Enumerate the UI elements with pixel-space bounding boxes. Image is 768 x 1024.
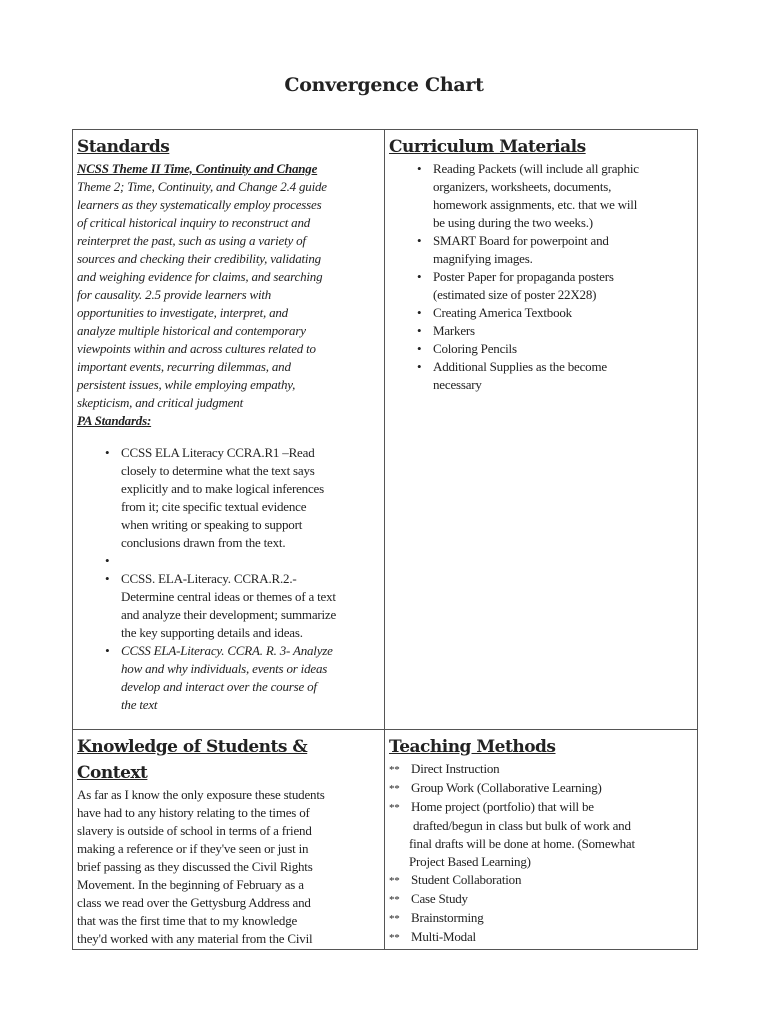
text-line: Markers bbox=[433, 323, 475, 338]
text-line: organizers, worksheets, documents, bbox=[433, 179, 612, 194]
text-line: opportunities to investigate, interpret, and bbox=[77, 305, 288, 320]
list-item-line bbox=[389, 890, 693, 909]
pa-standards-list bbox=[77, 444, 380, 714]
ncss-title: NCSS Theme II Time, Continuity and Change bbox=[77, 161, 318, 176]
list-item-line bbox=[389, 835, 693, 853]
standards-cell bbox=[77, 134, 380, 714]
bullet-icon: • bbox=[105, 643, 110, 658]
knowledge-heading-line-1: Knowledge of Students & bbox=[77, 737, 308, 757]
text-line: necessary bbox=[433, 377, 482, 392]
text-line: Student Collaboration bbox=[411, 872, 522, 887]
bullet-icon: • bbox=[105, 553, 110, 568]
document-title: Convergence Chart bbox=[284, 74, 484, 96]
text-line: magnifying images. bbox=[433, 251, 533, 266]
text-line: sources and checking their credibility, validating bbox=[77, 251, 321, 266]
text-line: important events, recurring dilemmas, and bbox=[77, 359, 291, 374]
asterisk-marker: ** bbox=[389, 932, 400, 944]
text-line: Direct Instruction bbox=[411, 761, 500, 776]
bullet-icon: • bbox=[417, 305, 422, 320]
curriculum-heading: Curriculum Materials bbox=[389, 137, 586, 157]
text-line: have had to any history relating to the times of bbox=[77, 805, 310, 820]
text-line: of critical historical inquiry to reconstruct and bbox=[77, 215, 311, 230]
text-line: viewpoints within and across cultures related to bbox=[77, 341, 316, 356]
text-line: CCSS ELA-Literacy. CCRA. R. 3- Analyze bbox=[121, 643, 333, 658]
text-line: class we read over the Gettysburg Address and bbox=[77, 895, 311, 910]
bullet-icon: • bbox=[417, 359, 422, 374]
list-item bbox=[93, 642, 380, 714]
text-line: persistent issues, while employing empathy, bbox=[77, 377, 296, 392]
text-line: brief passing as they discussed the Civil Rights bbox=[77, 859, 313, 874]
column-divider bbox=[384, 130, 385, 949]
text-line: analyze multiple historical and contemporary bbox=[77, 323, 306, 338]
convergence-table bbox=[72, 129, 698, 950]
text-line: and analyze their development; summarize bbox=[121, 607, 337, 622]
asterisk-marker: ** bbox=[389, 783, 400, 795]
asterisk-marker: ** bbox=[389, 894, 400, 906]
text-line: homework assignments, etc. that we will bbox=[433, 197, 638, 212]
knowledge-text bbox=[77, 786, 380, 948]
curriculum-list bbox=[405, 160, 693, 394]
list-item bbox=[405, 232, 693, 268]
teaching-list bbox=[389, 760, 693, 947]
bullet-icon: • bbox=[417, 269, 422, 284]
list-item bbox=[405, 340, 693, 358]
text-line: that was the first time that to my knowledge bbox=[77, 913, 298, 928]
list-item bbox=[405, 304, 693, 322]
text-line: Determine central ideas or themes of a text bbox=[121, 589, 336, 604]
text-line: Reading Packets (will include all graphic bbox=[433, 161, 639, 176]
text-line: slavery is outside of school in terms of a friend bbox=[77, 823, 312, 838]
bullet-icon: • bbox=[417, 323, 422, 338]
text-line: conclusions drawn from the text. bbox=[121, 535, 286, 550]
ncss-text bbox=[77, 178, 380, 412]
text-line: SMART Board for powerpoint and bbox=[433, 233, 609, 248]
bullet-icon: • bbox=[417, 341, 422, 356]
text-line: Poster Paper for propaganda posters bbox=[433, 269, 614, 284]
text-line: Project Based Learning) bbox=[409, 854, 531, 869]
bullet-icon: • bbox=[105, 445, 110, 460]
list-item bbox=[93, 444, 380, 552]
pa-standards-title: PA Standards: bbox=[77, 413, 152, 428]
text-line: Additional Supplies as the become bbox=[433, 359, 607, 374]
asterisk-marker: ** bbox=[389, 913, 400, 925]
text-line: CCSS. ELA-Literacy. CCRA.R.2.- bbox=[121, 571, 297, 586]
list-item-line bbox=[389, 909, 693, 928]
row-divider bbox=[73, 729, 697, 730]
text-line: the text bbox=[121, 697, 158, 712]
text-line: be using during the two weeks.) bbox=[433, 215, 593, 230]
text-line: the key supporting details and ideas. bbox=[121, 625, 303, 640]
text-line: from it; cite specific textual evidence bbox=[121, 499, 307, 514]
bullet-icon: • bbox=[417, 233, 422, 248]
text-line: (estimated size of poster 22X28) bbox=[433, 287, 597, 302]
text-line: for causality. 2.5 provide learners with bbox=[77, 287, 272, 302]
list-item-line bbox=[389, 871, 693, 890]
text-line: explicitly and to make logical inferences bbox=[121, 481, 324, 496]
text-line: learners as they systematically employ processes bbox=[77, 197, 322, 212]
text-line: when writing or speaking to support bbox=[121, 517, 303, 532]
text-line: As far as I know the only exposure these students bbox=[77, 787, 325, 802]
list-item bbox=[405, 268, 693, 304]
asterisk-marker: ** bbox=[389, 875, 400, 887]
knowledge-cell bbox=[77, 734, 380, 948]
text-line: making a reference or if they've seen or just in bbox=[77, 841, 309, 856]
list-item-line bbox=[389, 779, 693, 798]
text-line: Brainstorming bbox=[411, 910, 484, 925]
asterisk-marker: ** bbox=[389, 764, 400, 776]
text-line: they'd worked with any material from the Civil bbox=[77, 931, 313, 946]
list-item-line bbox=[389, 928, 693, 947]
knowledge-heading-line-2: Context bbox=[77, 763, 148, 783]
text-line: CCSS ELA Literacy CCRA.R1 –Read bbox=[121, 445, 315, 460]
bullet-icon: • bbox=[105, 571, 110, 586]
text-line: skepticism, and critical judgment bbox=[77, 395, 243, 410]
text-line: drafted/begun in class but bulk of work and bbox=[413, 818, 631, 833]
list-item-line bbox=[389, 817, 693, 835]
text-line: Case Study bbox=[411, 891, 468, 906]
text-line: Multi-Modal bbox=[411, 929, 476, 944]
curriculum-cell bbox=[389, 134, 693, 394]
text-line: how and why individuals, events or ideas bbox=[121, 661, 328, 676]
text-line: develop and interact over the course of bbox=[121, 679, 317, 694]
text-line: reinterpret the past, such as using a variety of bbox=[77, 233, 306, 248]
text-line: final drafts will be done at home. (Somewhat bbox=[409, 836, 635, 851]
text-line: Movement. In the beginning of February as a bbox=[77, 877, 304, 892]
text-line: Group Work (Collaborative Learning) bbox=[411, 780, 602, 795]
text-line: Theme 2; Time, Continuity, and Change 2.4 guide bbox=[77, 179, 327, 194]
text-line: and weighing evidence for claims, and searching bbox=[77, 269, 323, 284]
text-line: closely to determine what the text says bbox=[121, 463, 315, 478]
list-item-line bbox=[389, 853, 693, 871]
text-line: Home project (portfolio) that will be bbox=[411, 799, 594, 814]
text-line: Creating America Textbook bbox=[433, 305, 572, 320]
standards-heading: Standards bbox=[77, 137, 170, 157]
list-item bbox=[405, 322, 693, 340]
list-item-line bbox=[389, 760, 693, 779]
list-item bbox=[405, 160, 693, 232]
bullet-icon: • bbox=[417, 161, 422, 176]
text-line: Coloring Pencils bbox=[433, 341, 517, 356]
teaching-cell bbox=[389, 734, 693, 947]
list-item bbox=[93, 570, 380, 642]
list-item bbox=[405, 358, 693, 394]
list-item-line bbox=[389, 798, 693, 817]
list-item bbox=[93, 552, 380, 570]
teaching-heading: Teaching Methods bbox=[389, 737, 556, 757]
asterisk-marker: ** bbox=[389, 802, 400, 814]
